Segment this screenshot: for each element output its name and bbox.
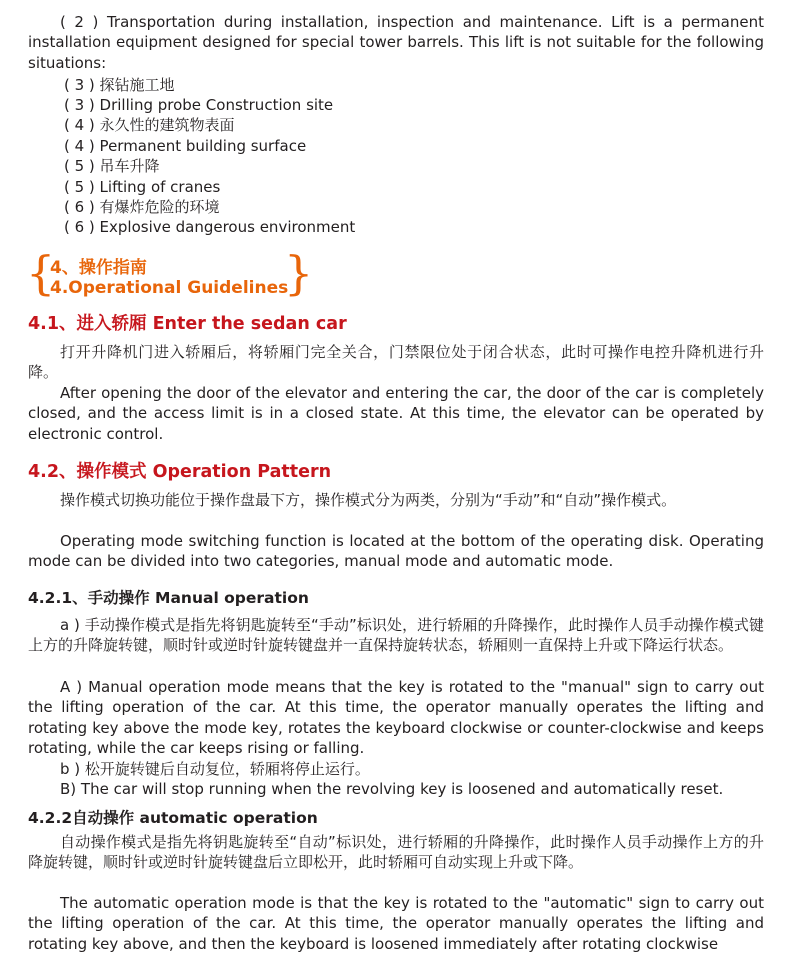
paragraph-en: Operating mode switching function is located at the bottom of the operating disk. Operating mode can be divided into two categories, manual mode and automatic mode.	[28, 532, 764, 571]
paragraph-en: After opening the door of the elevator and entering the car, the door of the car is completely closed, and the access limit is in a closed state. At this time, the elevator can be operated by electronic control.	[28, 384, 764, 443]
list-item: ( 6 ) 有爆炸危险的环境	[64, 198, 220, 216]
paragraph-cn: b ) 松开旋转键后自动复位，轿厢将停止运行。	[60, 760, 370, 778]
heading-4-2: 4.2、操作模式 Operation Pattern	[28, 462, 332, 482]
list-item: ( 3 ) Drilling probe Construction site	[64, 96, 334, 114]
list-item: ( 4 ) Permanent building surface	[64, 137, 307, 155]
heading-4-2-1: 4.2.1、手动操作 Manual operation	[28, 589, 309, 607]
section-header	[26, 246, 316, 300]
intro-paragraph: ( 2 ) Transportation during installation, inspection and maintenance. Lift is a permanent installation equipment designed for special tower barrels. This lift is not suitable for the following situations:	[28, 13, 764, 72]
list-item: ( 4 ) 永久性的建筑物表面	[64, 116, 235, 134]
left-brace: {	[26, 246, 56, 300]
paragraph-en: B) The car will stop running when the revolving key is loosened and automatically reset.	[60, 780, 724, 798]
heading-4-1: 4.1、进入轿厢 Enter the sedan car	[28, 314, 347, 334]
list-item: ( 5 ) 吊车升降	[64, 157, 160, 175]
list-item: ( 5 ) Lifting of cranes	[64, 178, 221, 196]
list-item: ( 6 ) Explosive dangerous environment	[64, 218, 356, 236]
paragraph-en: The automatic operation mode is that the key is rotated to the "automatic" sign to carry out the lifting operation of the car. At this time, the operator manually operates the lifting and rotating key above, and then the keyboard is loosened immediately after rotating clockwise	[28, 894, 764, 953]
list-item: ( 3 ) 探钻施工地	[64, 76, 175, 94]
section-title-cn: 4、操作指南	[50, 258, 147, 278]
right-brace: }	[284, 246, 314, 300]
paragraph-cn: a ) 手动操作模式是指先将钥匙旋转至“手动”标识处，进行轿厢的升降操作，此时操作人员手动操作模式键上方的升降旋转键，顺时针或逆时针旋转键盘并一直保持旋转状态，轿厢则一直保持上升或下降运行状态。	[28, 616, 764, 655]
paragraph-cn: 操作模式切换功能位于操作盘最下方，操作模式分为两类，分别为“手动”和“自动”操作模式。	[60, 491, 677, 509]
paragraph-en: A ) Manual operation mode means that the key is rotated to the "manual" sign to carry out the lifting operation of the car. At this time, the operator manually operates the lifting and rotating key above the mode key, rotates the keyboard clockwise or counter-clockwise and keeps rotating, while the car keeps rising or falling.	[28, 678, 764, 757]
heading-4-2-2: 4.2.2自动操作 automatic operation	[28, 809, 318, 827]
paragraph-cn: 自动操作模式是指先将钥匙旋转至“自动”标识处，进行轿厢的升降操作，此时操作人员手动操作上方的升降旋转键，顺时针或逆时针旋转键盘后立即松开，此时轿厢可自动实现上升或下降。	[28, 833, 764, 872]
paragraph-cn: 打开升降机门进入轿厢后，将轿厢门完全关合，门禁限位处于闭合状态，此时可操作电控升降机进行升降。	[28, 343, 764, 382]
section-title-en: 4.Operational Guidelines	[50, 278, 289, 298]
